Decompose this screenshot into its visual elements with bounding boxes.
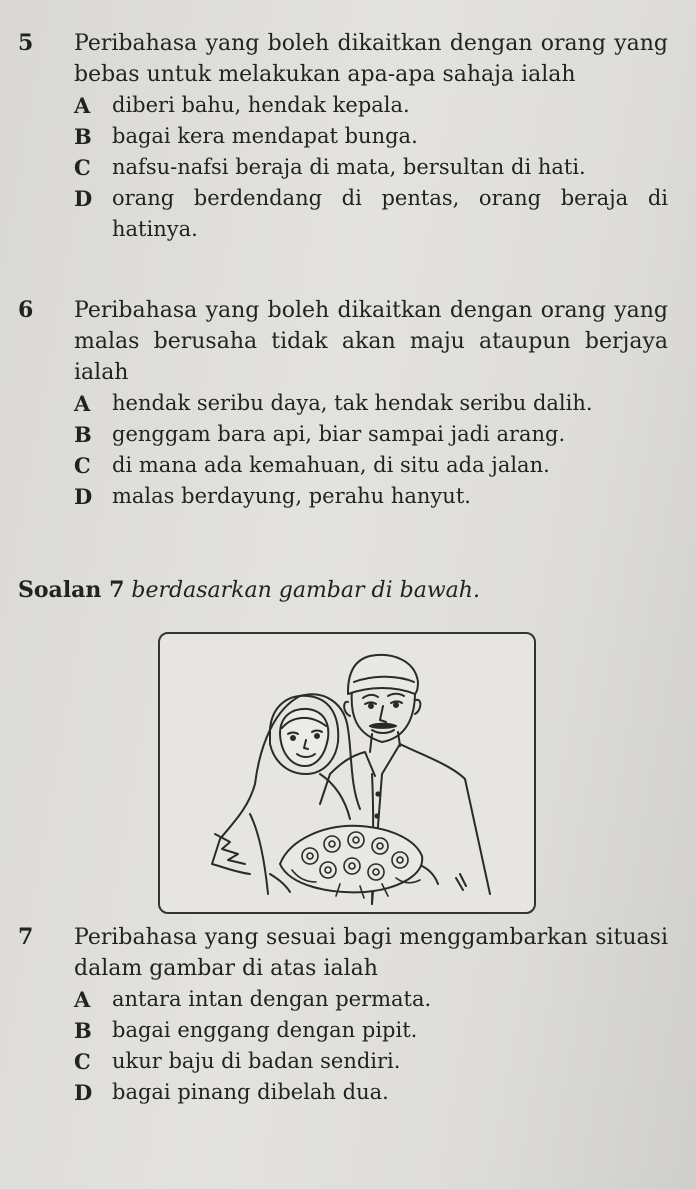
option-text: bagai kera mendapat bunga. <box>112 124 418 148</box>
option-letter: A <box>74 93 91 118</box>
option-text: bagai enggang dengan pipit. <box>112 1018 418 1042</box>
option-b[interactable] <box>74 419 668 450</box>
option-text: malas berdayung, perahu hanyut. <box>112 484 471 508</box>
section-heading-italic: berdasarkan gambar di bawah. <box>131 578 480 603</box>
option-a[interactable] <box>74 90 668 121</box>
option-letter: D <box>74 1080 93 1105</box>
option-letter: D <box>74 186 93 211</box>
question-number: 7 <box>18 924 34 950</box>
question-number: 5 <box>18 30 34 56</box>
option-a[interactable] <box>74 984 668 1015</box>
option-letter: C <box>74 1049 91 1074</box>
option-text: di mana ada kemahuan, di situ ada jalan. <box>112 453 550 477</box>
option-text: bagai pinang dibelah dua. <box>112 1080 389 1104</box>
option-text: orang berdendang di pentas, orang beraja di hatinya. <box>112 186 668 241</box>
option-letter: C <box>74 453 91 478</box>
section-heading-bold: Soalan 7 <box>18 577 125 603</box>
option-text: genggam bara api, biar sampai jadi arang. <box>112 422 566 446</box>
option-a[interactable] <box>74 388 668 419</box>
option-letter: A <box>74 391 91 416</box>
section-heading <box>18 575 480 606</box>
option-b[interactable] <box>74 121 668 152</box>
option-c[interactable] <box>74 152 668 183</box>
option-c[interactable] <box>74 450 668 481</box>
couple-illustration <box>158 632 536 914</box>
option-text: antara intan dengan permata. <box>112 987 432 1011</box>
option-text: diberi bahu, hendak kepala. <box>112 93 410 117</box>
question-text: Peribahasa yang boleh dikaitkan dengan orang yang malas berusaha tidak akan maju ataupun berjaya ialah <box>74 298 668 385</box>
option-text: ukur baju di badan sendiri. <box>112 1049 401 1073</box>
question-text: Peribahasa yang sesuai bagi menggambarkan situasi dalam gambar di atas ialah <box>74 925 668 981</box>
question-7 <box>18 922 668 1108</box>
question-5 <box>18 28 668 245</box>
option-text: hendak seribu daya, tak hendak seribu dalih. <box>112 391 593 415</box>
option-letter: B <box>74 422 92 447</box>
option-text: nafsu-nafsi beraja di mata, bersultan di hati. <box>112 155 586 179</box>
option-d[interactable] <box>74 1077 668 1108</box>
question-text: Peribahasa yang boleh dikaitkan dengan orang yang bebas untuk melakukan apa-apa sahaja ialah <box>74 31 668 87</box>
option-b[interactable] <box>74 1015 668 1046</box>
option-letter: B <box>74 124 92 149</box>
option-letter: C <box>74 155 91 180</box>
question-6 <box>18 295 668 512</box>
option-letter: D <box>74 484 93 509</box>
couple-drawing <box>160 634 534 912</box>
option-c[interactable] <box>74 1046 668 1077</box>
option-d[interactable] <box>74 481 668 512</box>
question-number: 6 <box>18 297 34 323</box>
option-letter: B <box>74 1018 92 1043</box>
option-letter: A <box>74 987 91 1012</box>
option-d[interactable] <box>74 183 668 245</box>
